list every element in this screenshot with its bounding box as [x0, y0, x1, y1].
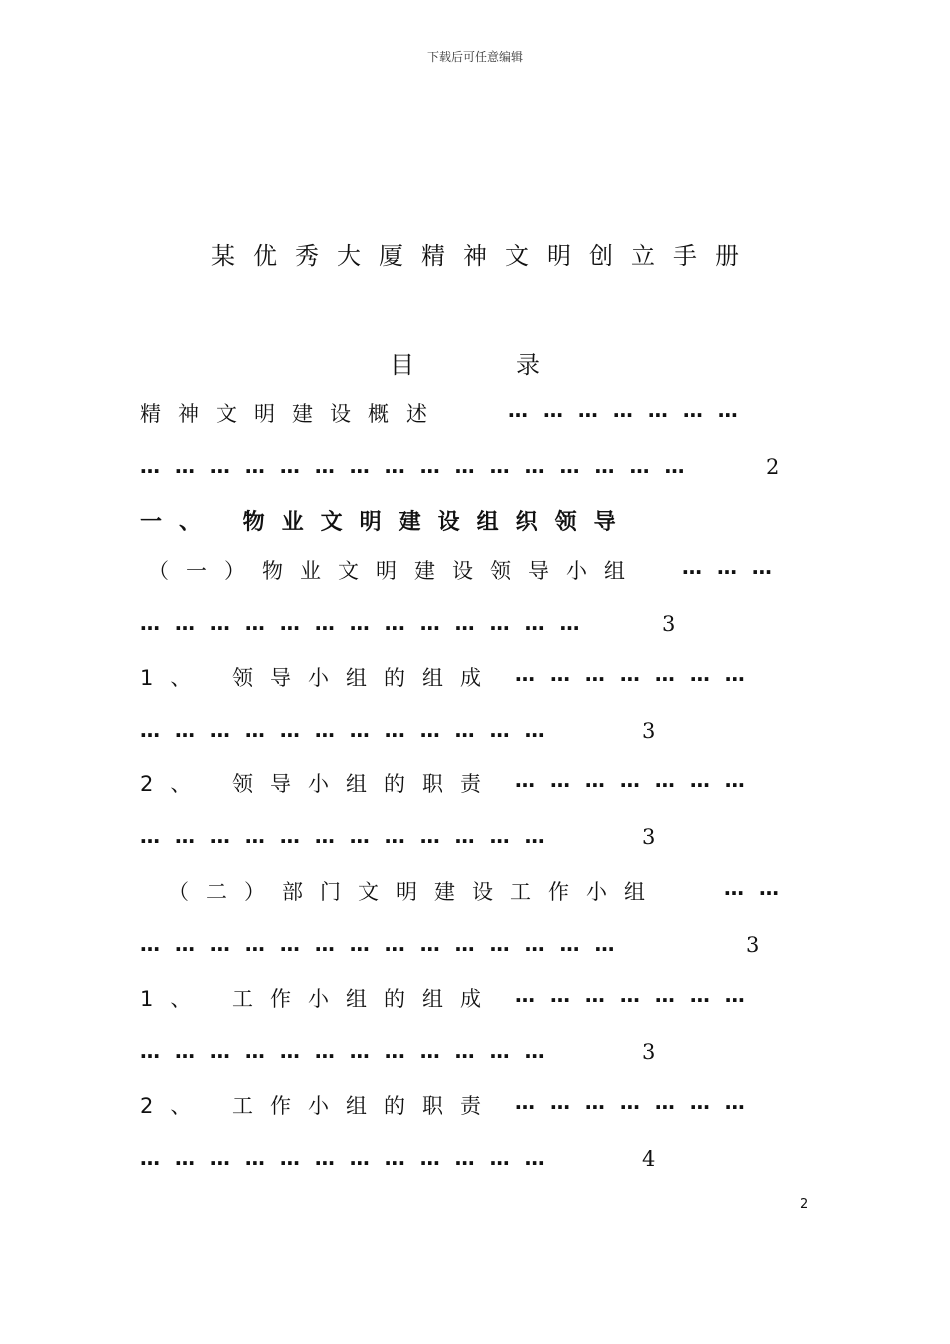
toc-entry-page: 3 — [642, 719, 656, 743]
toc-leader-dots: … … … … … … … — [515, 768, 749, 792]
toc-entry-label[interactable]: 2、 领导小组的职责 — [140, 772, 499, 796]
toc-leader-dots: … … — [724, 876, 783, 900]
toc-entry-page: 4 — [642, 1147, 656, 1171]
toc-leader-dots: … … … … … … … — [508, 398, 742, 422]
page-number: 2 — [800, 1197, 809, 1212]
toc-entry-label[interactable]: 精神文明建设概述 — [140, 402, 444, 426]
toc-leader-dots: … … … … … … … … … … … … — [140, 718, 549, 742]
toc-entry-page: 3 — [642, 1040, 656, 1064]
toc-entry-label[interactable]: 1、 工作小组的组成 — [140, 987, 499, 1011]
toc-entry-page: 3 — [642, 825, 656, 849]
toc-entry-label[interactable]: （一）物业文明建设领导小组 — [148, 559, 642, 583]
toc-entry-page: 2 — [766, 455, 780, 479]
toc-entry-label[interactable]: （二）部门文明建设工作小组 — [168, 880, 662, 904]
toc-entry-page: 3 — [746, 933, 760, 957]
toc-leader-dots: … … … … … … … … … … … … — [140, 1146, 549, 1170]
toc-leader-dots: … … … … … … … — [515, 662, 749, 686]
toc-leader-dots: … … … — [682, 555, 776, 579]
page-header: 下载后可任意编辑 — [426, 50, 523, 64]
toc-leader-dots: … … … … … … … … … … … … … … — [140, 932, 619, 956]
toc-entry-label[interactable]: 2、 工作小组的职责 — [140, 1094, 499, 1118]
toc-leader-dots: … … … … … … … … … … … … — [140, 1039, 549, 1063]
toc-leader-dots: … … … … … … … — [515, 983, 749, 1007]
toc-entry-label[interactable]: 1、 领导小组的组成 — [140, 666, 499, 690]
toc-leader-dots: … … … … … … … — [515, 1090, 749, 1114]
toc-heading-right: 录 — [516, 351, 540, 379]
toc-leader-dots: … … … … … … … … … … … … — [140, 824, 549, 848]
document-title: 某优秀大厦精神文明创立手册 — [211, 242, 757, 270]
toc-section-heading[interactable]: 一、 物业文明建设组织领导 — [140, 510, 633, 535]
toc-leader-dots: … … … … … … … … … … … … … — [140, 611, 584, 635]
toc-entry-page: 3 — [662, 612, 676, 636]
toc-leader-dots: … … … … … … … … … … … … … … … … — [140, 454, 689, 478]
toc-heading-left: 目 — [390, 351, 414, 379]
